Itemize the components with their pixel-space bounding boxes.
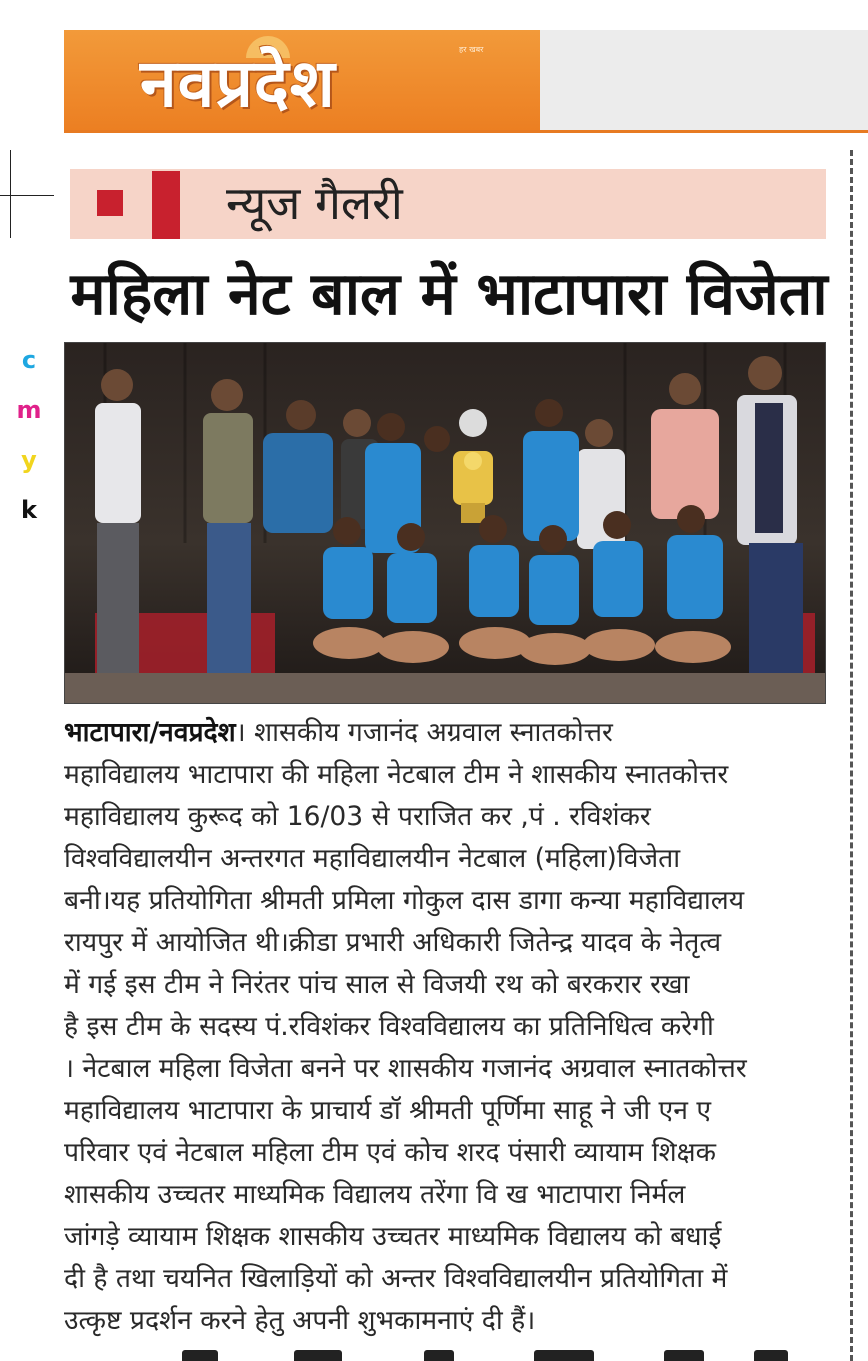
cmyk-m: m — [16, 396, 42, 424]
masthead-title: नवप्रदेश — [140, 45, 336, 122]
article-line: रायपुर में आयोजित थी।क्रीडा प्रभारी अधिकारी जितेन्द्र यादव के नेतृत्व — [64, 927, 722, 958]
cmyk-k: k — [21, 496, 37, 524]
section-label: न्यूज गैलरी — [226, 176, 403, 230]
article-line: । नेटबाल महिला विजेता बनने पर शासकीय गजानंद अग्रवाल स्नातकोत्तर — [64, 1053, 747, 1084]
team-photo — [64, 342, 826, 704]
newspaper-masthead — [64, 30, 868, 133]
article-line: है इस टीम के सदस्य पं.रविशंकर विश्वविद्यालय का प्रतिनिधित्व करेगी — [64, 1011, 714, 1042]
bar-accent-icon — [152, 171, 180, 239]
article-line: महाविद्यालय भाटापारा के प्राचार्य डॉ श्रीमती पूर्णिमा साहू ने जी एन ए — [64, 1095, 711, 1126]
article-line: जांगड़े व्यायाम शिक्षक शासकीय उच्चतर माध्यमिक विद्यालय को बधाई — [64, 1221, 722, 1252]
crop-mark-horizontal — [0, 195, 54, 196]
article-line: परिवार एवं नेटबाल महिला टीम एवं कोच शरद पंसारी व्यायाम शिक्षक — [64, 1137, 717, 1168]
masthead-logo-block — [64, 30, 540, 130]
article-line: विश्वविद्यालयीन अन्तरगत महाविद्यालयीन नेटबाल (महिला)विजेता — [64, 843, 681, 874]
article-line: में गई इस टीम ने निरंतर पांच साल से विजयी रथ को बरकरार रखा — [64, 969, 690, 1000]
article-line: महाविद्यालय कुरूद को 16/03 से पराजित कर ,पं . रविशंकर — [64, 801, 651, 832]
article-dateline: भाटापारा/नवप्रदेश — [64, 717, 236, 748]
article-line: शासकीय उच्चतर माध्यमिक विद्यालय तरेंगा वि ख भाटापारा निर्मल — [64, 1179, 686, 1210]
next-article-cut-headline — [64, 1350, 828, 1361]
team-photo-icon — [65, 343, 826, 704]
cmyk-y: y — [21, 446, 37, 474]
article-line: उत्कृष्ट प्रदर्शन करने हेतु अपनी शुभकामनाएं दी हैं। — [64, 1305, 536, 1336]
article-line-first — [64, 712, 828, 754]
cmyk-registration-marks — [14, 344, 44, 544]
article-line: महाविद्यालय भाटापारा की महिला नेटबाल टीम ने शासकीय स्नातकोत्तर — [64, 759, 729, 790]
article-line: दी है तथा चयनित खिलाड़ियों को अन्तर विश्वविद्यालयीन प्रतियोगिता में — [64, 1263, 728, 1294]
article-line: बनी।यह प्रतियोगिता श्रीमती प्रमिला गोकुल दास डागा कन्या महाविद्यालय — [64, 885, 745, 916]
square-bullet-icon — [97, 190, 123, 216]
section-banner — [70, 169, 826, 239]
article-headline: महिला नेट बाल में भाटापारा विजेता — [70, 259, 828, 328]
cmyk-c: c — [21, 346, 37, 374]
crop-mark-vertical — [10, 150, 11, 238]
article-line-first-text: । शासकीय गजानंद अग्रवाल स्नातकोत्तर — [235, 717, 613, 748]
article-body — [64, 712, 828, 1342]
column-divider — [850, 150, 853, 1361]
masthead-tagline: हर खबर — [459, 45, 484, 54]
